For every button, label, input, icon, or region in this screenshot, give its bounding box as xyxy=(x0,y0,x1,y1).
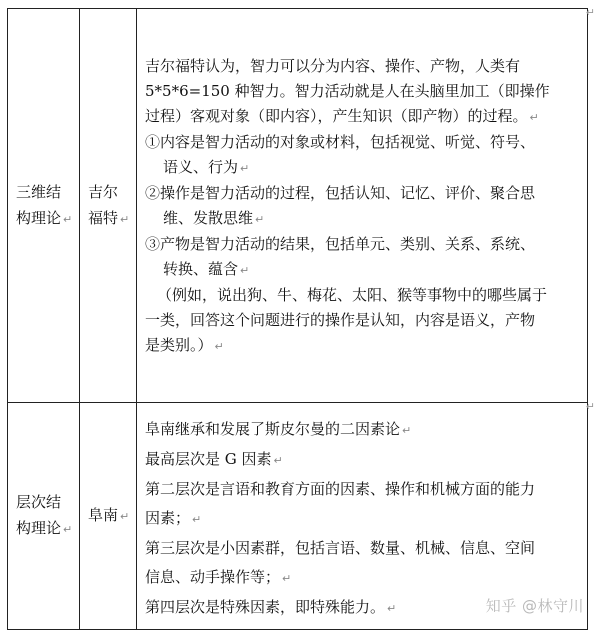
content-line: 过程）客观对象（即内容），产生知识（即产物）的过程。 ↵ xyxy=(145,107,539,125)
content-line: ②操作是智力活动的过程，包括认知、记忆、评价、聚合思 xyxy=(145,184,536,202)
category-cell xyxy=(8,403,80,630)
content-line: 转换、蕴含 ↵ xyxy=(163,260,250,278)
theory-table xyxy=(7,8,588,630)
row-end-mark: ↵ xyxy=(585,6,595,19)
content-line: 维、发散思维 ↵ xyxy=(163,209,265,227)
content-line: （例如，说出狗、牛、梅花、太阳、猴等事物中的哪些属于 xyxy=(157,286,548,304)
person-label: 阜南 ↵ xyxy=(88,506,130,524)
content-line: 语义、行为 ↵ xyxy=(163,158,250,176)
content-cell xyxy=(137,9,588,403)
person-cell xyxy=(80,9,137,403)
content-line: 吉尔福特认为，智力可以分为内容、操作、产物，人类有 xyxy=(145,57,521,75)
category-cell xyxy=(8,9,80,403)
paragraph-mark: ↵ xyxy=(402,424,412,437)
content-line: 信息、动手操作等； ↵ xyxy=(145,568,292,586)
category-label: 三维结 构理论 ↵ xyxy=(16,182,73,227)
paragraph-mark: ↵ xyxy=(240,162,250,175)
paragraph-mark: ↵ xyxy=(255,213,265,226)
content-line: 第二层次是言语和教育方面的因素、操作和机械方面的能力 xyxy=(145,480,536,498)
person-cell xyxy=(80,403,137,630)
cell-end-mark: ↵ xyxy=(120,212,130,226)
content-line: ①内容是智力活动的对象或材料，包括视觉、听觉、符号、 xyxy=(145,133,536,151)
paragraph-mark: ↵ xyxy=(240,264,250,277)
paragraph-mark: ↵ xyxy=(214,340,224,353)
content-line: 最高层次是 G 因素 ↵ xyxy=(145,450,283,468)
content-line: 5*5*6=150 种智力。智力活动就是人在头脑里加工（即操作 xyxy=(145,82,550,100)
person-label: 吉尔 福特 ↵ xyxy=(88,182,130,227)
cell-end-mark: ↵ xyxy=(63,523,73,536)
cell-end-mark: ↵ xyxy=(120,510,130,523)
content-line: 是类别。） ↵ xyxy=(145,336,224,354)
watermark: 知乎 @林守川 xyxy=(485,597,584,615)
paragraph-mark: ↵ xyxy=(192,513,202,526)
cell-end-mark: ↵ xyxy=(63,212,73,226)
paragraph-mark: ↵ xyxy=(273,454,283,467)
content-line: ③产物是智力活动的结果，包括单元、类别、关系、系统、 xyxy=(145,235,536,253)
paragraph-mark: ↵ xyxy=(387,602,397,615)
category-label: 层次结 构理论 ↵ xyxy=(16,493,73,537)
content-line: 阜南继承和发展了斯皮尔曼的二因素论 ↵ xyxy=(145,420,412,438)
content-line: 因素； ↵ xyxy=(145,509,202,527)
table-row-guilford xyxy=(8,9,588,403)
row-end-mark: ↵ xyxy=(585,400,595,413)
content-line: 第三层次是小因素群，包括言语、数量、机械、信息、空间 xyxy=(145,539,536,557)
paragraph-mark: ↵ xyxy=(282,572,292,585)
content-line: 一类，回答这个问题进行的操作是认知，内容是语义，产物 xyxy=(145,311,536,329)
content-line: 第四层次是特殊因素，即特殊能力。 ↵ xyxy=(145,598,397,616)
paragraph-mark: ↵ xyxy=(529,111,539,124)
